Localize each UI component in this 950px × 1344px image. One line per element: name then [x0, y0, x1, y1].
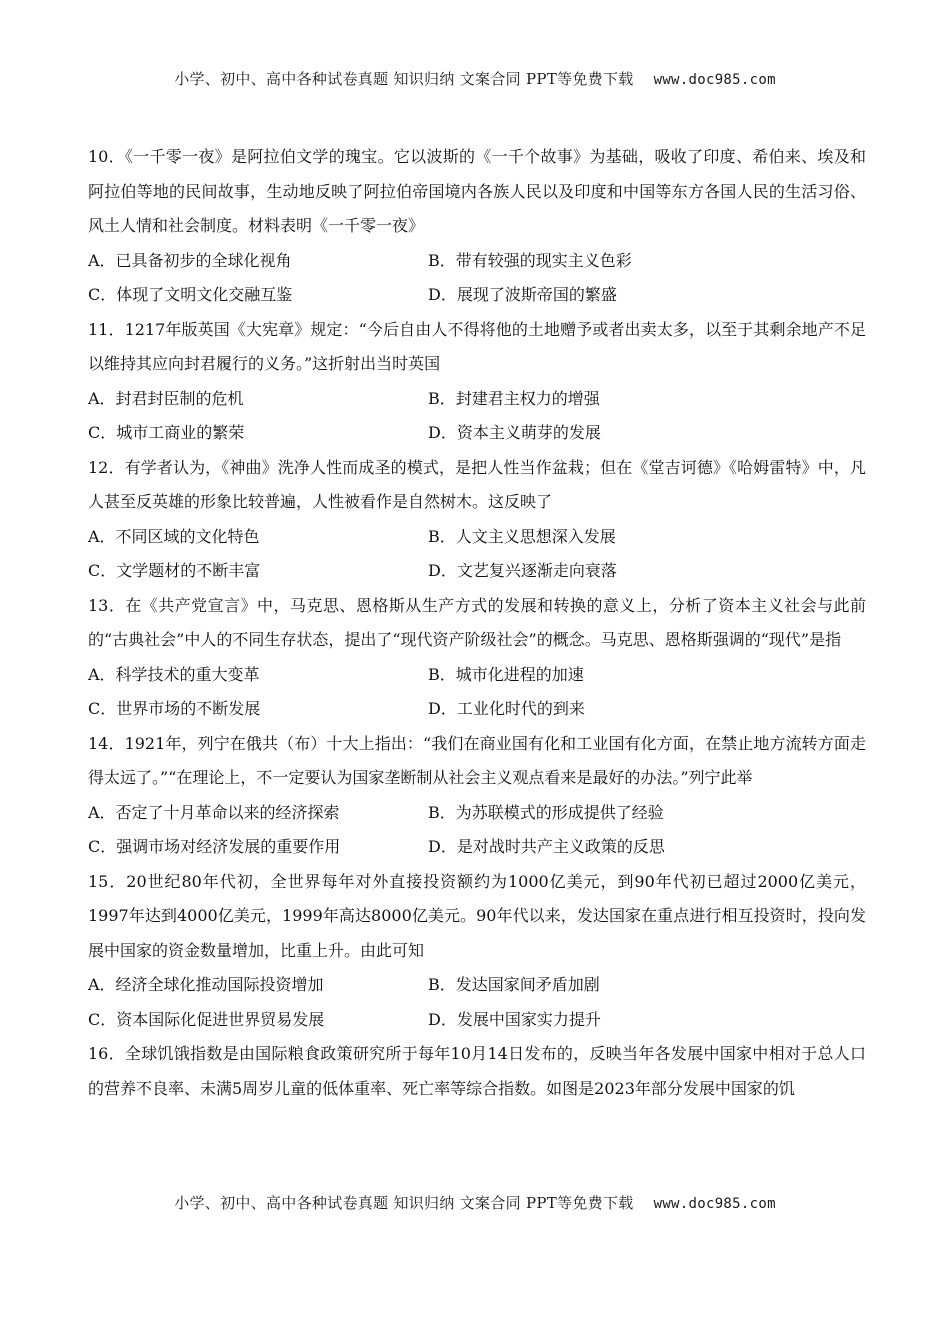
- question-13: [88, 589, 866, 727]
- question-stem: 13．在《共产党宣言》中，马克思、恩格斯从生产方式的发展和转换的意义上，分析了资本主义社会与此前的“古典社会”中人的不同生存状态，提出了“现代资产阶级社会”的概念。马克思、恩格斯强调的“现代”是指: [88, 595, 866, 649]
- option-d: D．文艺复兴逐渐走向衰落: [428, 561, 617, 580]
- option-d: D．展现了波斯帝国的繁盛: [428, 285, 617, 304]
- option-a: A．封君封臣制的危机: [88, 388, 244, 408]
- question-stem: 15．20世纪80年代初，全世界每年对外直接投资额约为1000亿美元，到90年代初已超过2000亿美元，1997年达到4000亿美元，1999年高达8000亿美元。90年代以来，发达国家在重点进行相互投资时，投向发展中国家的资金数量增加，比重上升。由此可知: [88, 871, 866, 960]
- question-15: [88, 865, 866, 1038]
- option-d: D．资本主义萌芽的发展: [428, 423, 601, 442]
- option-b: B．为苏联模式的形成提供了经验: [428, 802, 664, 822]
- option-row: [88, 278, 866, 313]
- header-text: 小学、初中、高中各种试卷真题 知识归纳 文案合同 PPT等免费下载: [174, 70, 634, 88]
- option-d: D．工业化时代的到来: [428, 699, 585, 718]
- option-row: [88, 796, 866, 831]
- option-d: D．发展中国家实力提升: [428, 1009, 601, 1029]
- question-list: [88, 140, 866, 1106]
- question-11: [88, 313, 866, 451]
- option-c: C．文学题材的不断丰富: [88, 561, 261, 580]
- question-stem: 11．1217年版英国《大宪章》规定：“今后自由人不得将他的土地赠予或者出卖太多，以至于其剩余地产不足以维持其应向封君履行的义务。”这折射出当时英国: [88, 319, 866, 373]
- option-a: A．已具备初步的全球化视角: [88, 250, 292, 270]
- page-header: [0, 68, 950, 89]
- option-row: [88, 554, 866, 589]
- option-row: [88, 658, 866, 693]
- option-row: [88, 520, 866, 555]
- option-a: A．否定了十月革命以来的经济探索: [88, 802, 340, 822]
- option-row: [88, 830, 866, 865]
- option-c: C．体现了文明文化交融互鉴: [88, 285, 293, 304]
- question-10: [88, 140, 866, 313]
- option-b: B．城市化进程的加速: [428, 664, 584, 684]
- question-14: [88, 727, 866, 865]
- option-b: B．封建君主权力的增强: [428, 388, 600, 408]
- question-16: [88, 1037, 866, 1106]
- option-c: C．世界市场的不断发展: [88, 699, 261, 718]
- question-stem: 12．有学者认为，《神曲》洗净人性而成圣的模式，是把人性当作盆栽；但在《堂吉诃德》《哈姆雷特》中，凡人甚至反英雄的形象比较普遍，人性被看作是自然树木。这反映了: [88, 457, 866, 511]
- option-row: [88, 1003, 866, 1038]
- option-a: A．科学技术的重大变革: [88, 664, 260, 684]
- option-b: B．带有较强的现实主义色彩: [428, 250, 632, 270]
- footer-url: www.doc985.com: [653, 1196, 776, 1212]
- option-b: B．发达国家间矛盾加剧: [428, 975, 600, 994]
- option-c: C．城市工商业的繁荣: [88, 423, 245, 442]
- option-row: [88, 968, 866, 1003]
- option-row: [88, 692, 866, 727]
- option-b: B．人文主义思想深入发展: [428, 526, 616, 546]
- footer-text: 小学、初中、高中各种试卷真题 知识归纳 文案合同 PPT等免费下载: [174, 1194, 634, 1212]
- option-c: C．资本国际化促进世界贸易发展: [88, 1009, 325, 1029]
- question-stem: 16．全球饥饿指数是由国际粮食政策研究所于每年10月14日发布的，反映当年各发展中国家中相对于总人口的营养不良率、未满5周岁儿童的低体重率、死亡率等综合指数。如图是2023年部分发展中国家的饥: [88, 1044, 866, 1098]
- option-a: A．不同区域的文化特色: [88, 526, 260, 546]
- question-12: [88, 451, 866, 589]
- option-a: A．经济全球化推动国际投资增加: [88, 975, 324, 994]
- option-c: C．强调市场对经济发展的重要作用: [88, 837, 341, 856]
- question-stem: 14．1921年，列宁在俄共（布）十大上指出：“我们在商业国有化和工业国有化方面，在禁止地方流转方面走得太远了。”“在理论上，不一定要认为国家垄断制从社会主义观点看来是最好的办法。”列宁此举: [88, 733, 866, 787]
- question-stem: 10．《一千零一夜》是阿拉伯文学的瑰宝。它以波斯的《一千个故事》为基础，吸收了印度、希伯来、埃及和阿拉伯等地的民间故事，生动地反映了阿拉伯帝国境内各族人民以及印度和中国等东方各国人民的生活习俗、风土人情和社会制度。材料表明《一千零一夜》: [88, 147, 866, 235]
- option-row: [88, 416, 866, 451]
- option-d: D．是对战时共产主义政策的反思: [428, 837, 665, 856]
- header-url: www.doc985.com: [653, 72, 776, 88]
- option-row: [88, 382, 866, 417]
- page-footer: [0, 1192, 950, 1213]
- option-row: [88, 244, 866, 279]
